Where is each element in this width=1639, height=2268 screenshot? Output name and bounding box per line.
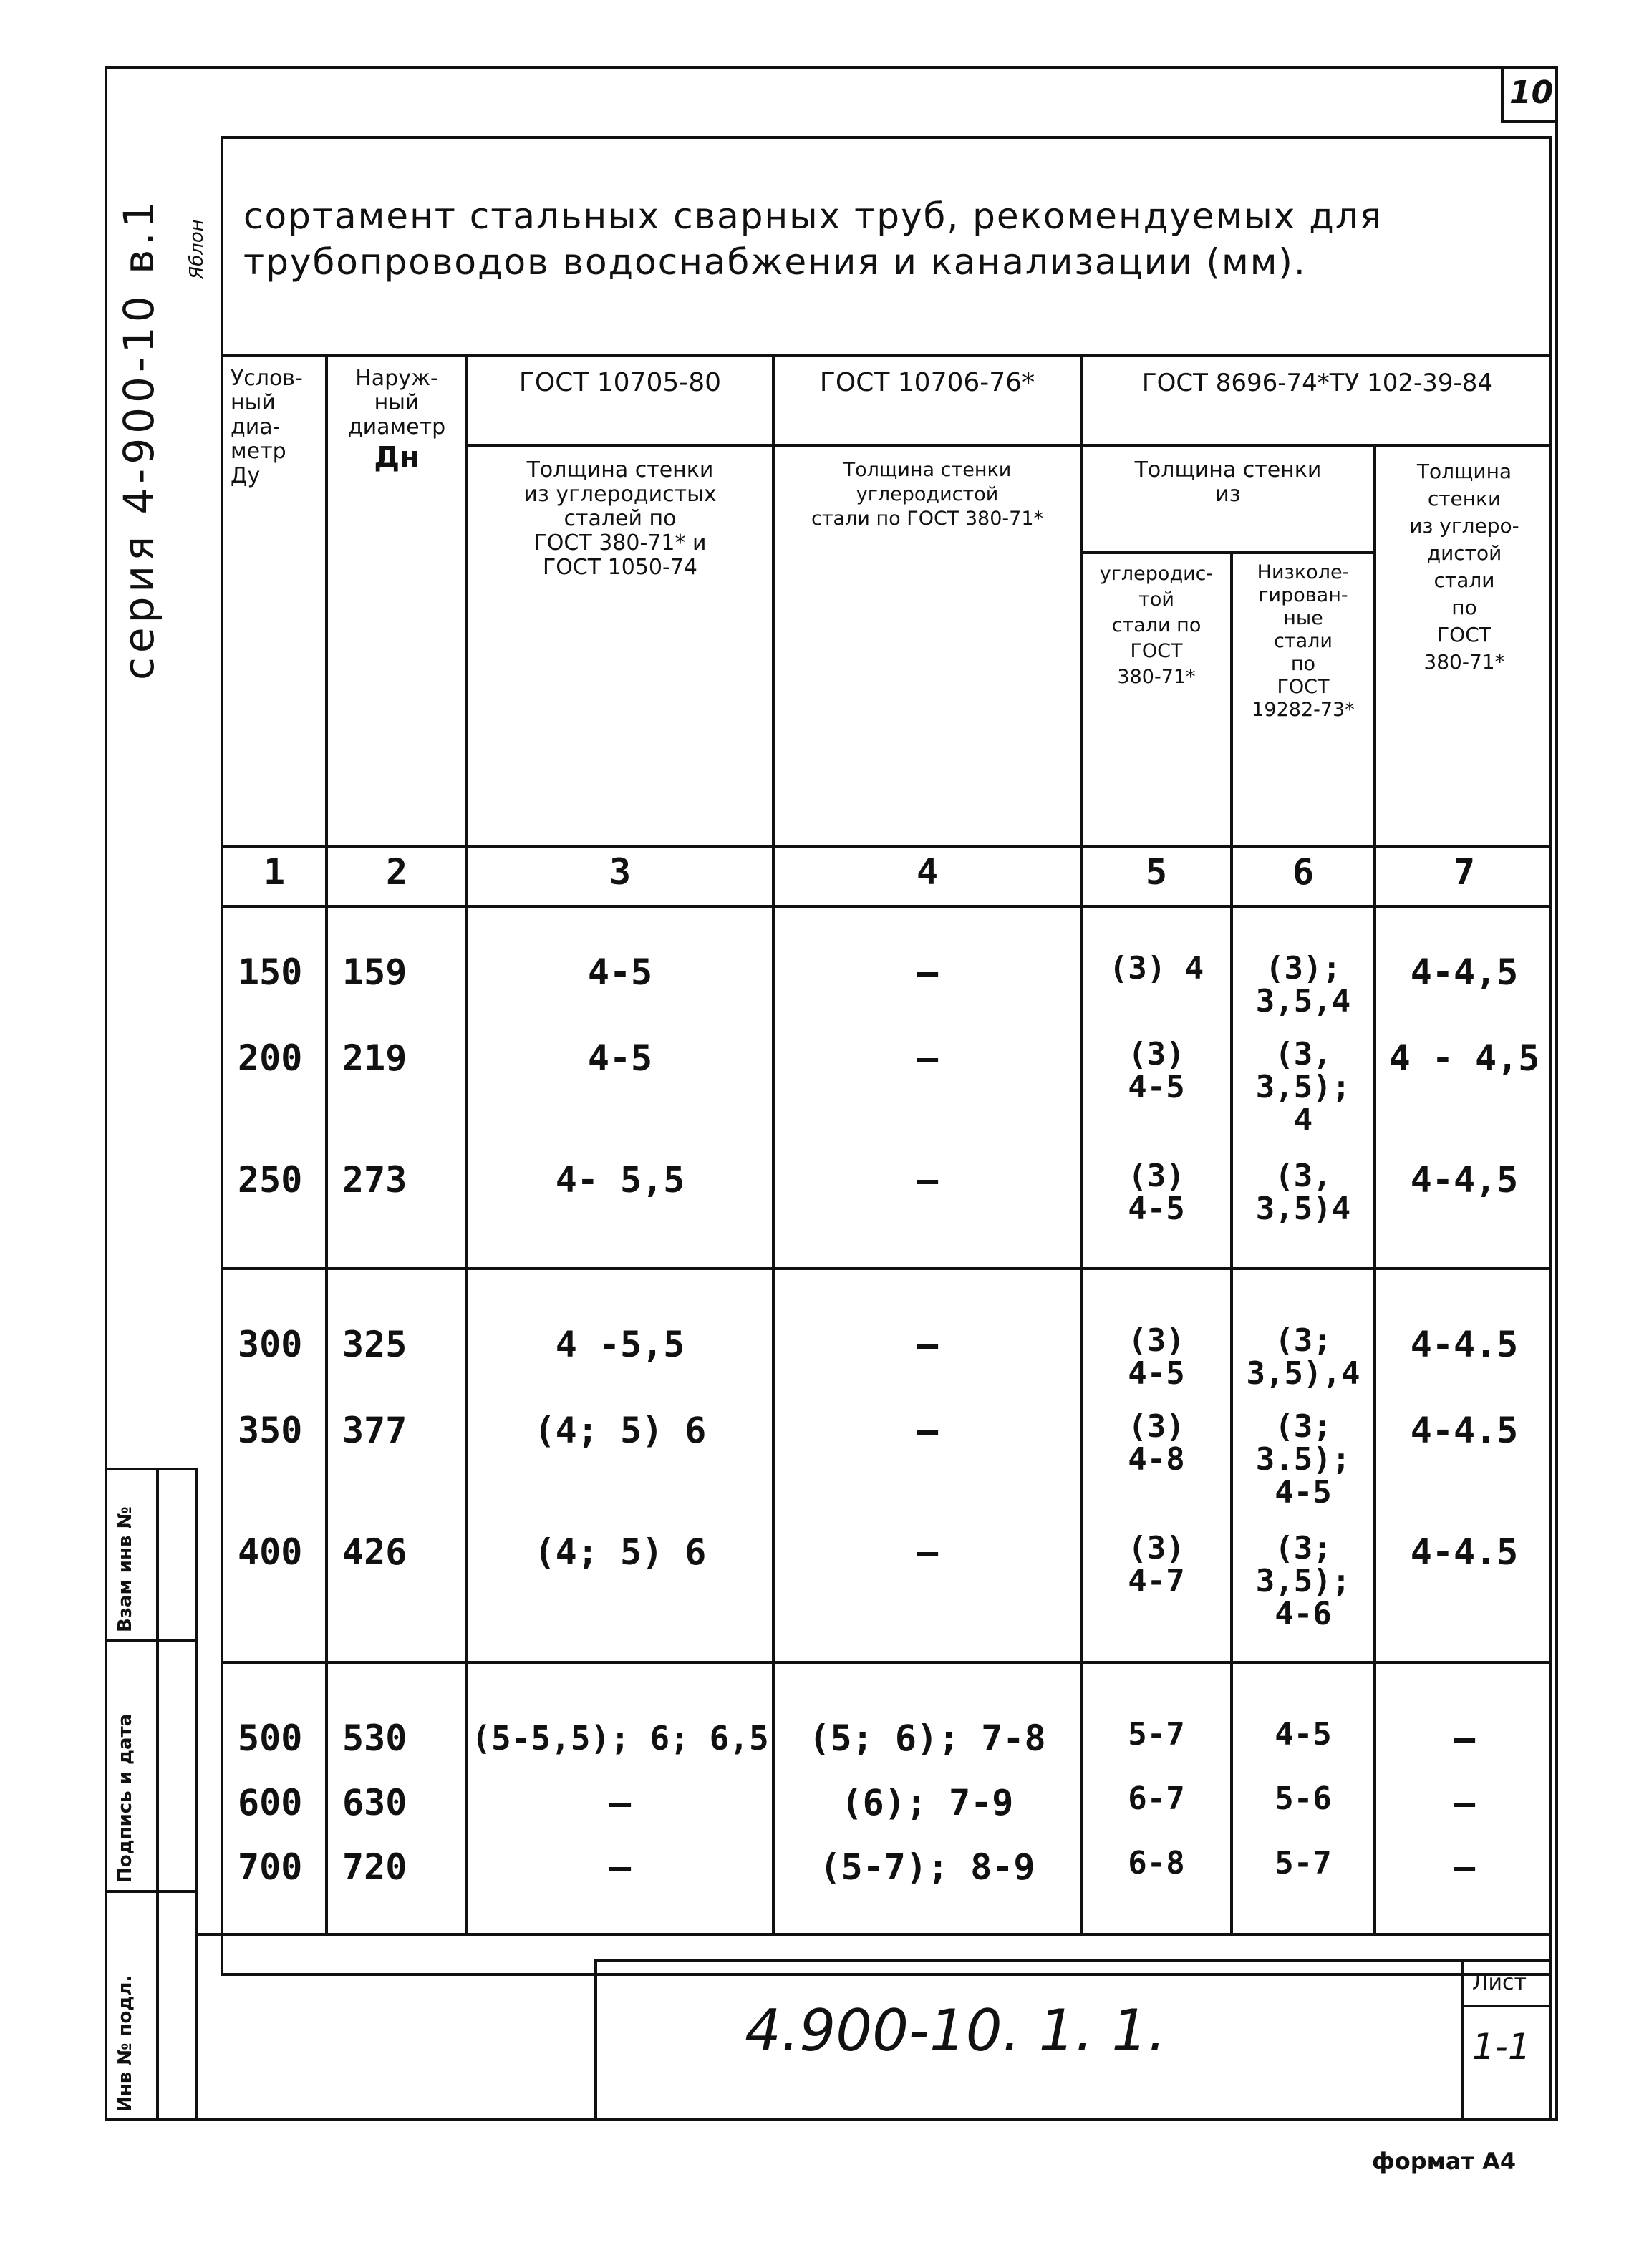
table-cell-r2-c7: 4 - 4,5 — [1388, 1037, 1540, 1079]
table-cell-r5-c7: 4-4.5 — [1410, 1410, 1519, 1451]
rule-group-1 — [221, 1267, 1552, 1270]
table-cell-r6-c6: (3; 3,5); 4-6 — [1255, 1530, 1351, 1632]
stamp-line-2 — [105, 1639, 198, 1642]
table-cell-r2-c6: (3, 3,5); 4 — [1255, 1036, 1351, 1138]
stamp-strip-left-edge — [105, 1468, 107, 2121]
table-cell-r9-c6: 5-7 — [1275, 1845, 1332, 1881]
rule-under-c56 — [1080, 551, 1373, 554]
table-cell-r3-c6: (3, 3,5)4 — [1255, 1158, 1351, 1227]
stamp-label-inv: Инв № подл. — [115, 1974, 136, 2112]
series-label: серия 4-900-10 в.1 — [115, 197, 163, 680]
col-number-3: 3 — [609, 851, 632, 893]
table-cell-r4-c1: 300 — [238, 1324, 303, 1365]
table-cell-r1-c3: 4-5 — [587, 951, 653, 993]
rule-group-2 — [221, 1661, 1552, 1664]
table-cell-r9-c1: 700 — [238, 1846, 303, 1888]
col-number-6: 6 — [1292, 851, 1315, 893]
table-cell-r6-c4: — — [916, 1531, 939, 1573]
table-cell-r7-c7: — — [1453, 1717, 1476, 1759]
table-cell-r7-c4: (5; 6); 7-8 — [808, 1717, 1046, 1759]
header-c1: Услов- ный диа- метр Ду — [231, 366, 303, 488]
table-cell-r5-c6: (3; 3.5); 4-5 — [1255, 1408, 1351, 1511]
header-c6: Низколе- гирован- ные стали по ГОСТ 19282-73* — [1252, 561, 1355, 721]
stamp-label-sign-date: Подпись и дата — [115, 1713, 136, 1883]
table-cell-r2-c1: 200 — [238, 1037, 303, 1079]
table-cell-r8-c5: 6-7 — [1128, 1780, 1185, 1817]
stamp-label-replaced: Взам инв № — [115, 1506, 136, 1632]
header-gost-567: ГОСТ 8696-74*ТУ 102-39-84 — [1141, 369, 1494, 397]
table-cell-r8-c4: (6); 7-9 — [841, 1782, 1014, 1823]
table-cell-r3-c2: 273 — [342, 1159, 407, 1201]
table-cell-r9-c3: — — [609, 1846, 632, 1888]
table-cell-r6-c2: 426 — [342, 1531, 407, 1573]
stamp-strip-inner — [195, 1468, 198, 2121]
rule-under-gost — [465, 444, 1552, 447]
rule-table-bottom — [198, 1933, 1552, 1936]
table-cell-r6-c1: 400 — [238, 1531, 303, 1573]
document-code: 4.900-10. 1. 1. — [745, 1997, 1166, 2064]
table-cell-r3-c7: 4-4,5 — [1410, 1159, 1519, 1201]
col-number-1: 1 — [263, 851, 286, 893]
table-cell-r6-c7: 4-4.5 — [1410, 1531, 1519, 1573]
table-cell-r8-c1: 600 — [238, 1782, 303, 1823]
table-cell-r4-c4: — — [916, 1324, 939, 1365]
table-cell-r6-c5: (3) 4-7 — [1128, 1530, 1185, 1599]
table-cell-r7-c3: (5-5,5); 6; 6,5 — [471, 1719, 769, 1758]
table-cell-r5-c2: 377 — [342, 1410, 407, 1451]
table-cell-r1-c2: 159 — [342, 951, 407, 993]
table-cell-r3-c1: 250 — [238, 1159, 303, 1201]
table-cell-r6-c3: (4; 5) 6 — [533, 1531, 707, 1573]
table-cell-r2-c4: — — [916, 1037, 939, 1079]
col-number-5: 5 — [1145, 851, 1168, 893]
stamp-strip-divider — [156, 1468, 159, 2121]
table-cell-r4-c2: 325 — [342, 1324, 407, 1365]
table-cell-r5-c3: (4; 5) 6 — [533, 1410, 707, 1451]
col-number-4: 4 — [916, 851, 939, 893]
col-number-7: 7 — [1453, 851, 1476, 893]
stamp-line-3 — [105, 1890, 198, 1893]
col-number-2: 2 — [385, 851, 408, 893]
title-block-divider — [1461, 1959, 1464, 2121]
table-cell-r1-c7: 4-4,5 — [1410, 951, 1519, 993]
table-cell-r5-c1: 350 — [238, 1410, 303, 1451]
table-cell-r9-c4: (5-7); 8-9 — [819, 1846, 1035, 1888]
sheet-number: 1-1 — [1472, 2026, 1531, 2068]
table-cell-r8-c6: 5-6 — [1275, 1780, 1332, 1817]
table-cell-r7-c2: 530 — [342, 1717, 407, 1759]
table-cell-r5-c4: — — [916, 1410, 939, 1451]
table-cell-r7-c5: 5-7 — [1128, 1716, 1185, 1753]
col-rule-2 — [465, 354, 468, 1933]
rule-under-colnums — [221, 905, 1552, 908]
rule-above-colnums — [221, 845, 1552, 848]
header-gost-4: ГОСТ 10706-76* — [819, 368, 1035, 397]
col-rule-1 — [325, 354, 328, 1933]
header-c7: Толщина стенки из углеро- дистой стали по ГОСТ 380-71* — [1409, 460, 1519, 674]
page-number: 10 — [1509, 74, 1554, 111]
table-cell-r2-c2: 219 — [342, 1037, 407, 1079]
table-cell-r9-c7: — — [1453, 1846, 1476, 1888]
header-c4: Толщина стенки углеродистой стали по ГОСТ 380-71* — [811, 459, 1044, 530]
table-cell-r4-c7: 4-4.5 — [1410, 1324, 1519, 1365]
table-cell-r4-c6: (3; 3,5),4 — [1246, 1322, 1360, 1392]
table-cell-r3-c4: — — [916, 1159, 939, 1201]
header-c3: Толщина стенки из углеродистых сталей по ГОСТ 380-71* и ГОСТ 1050-74 — [523, 457, 717, 580]
signature-label: Яблон — [186, 219, 208, 279]
format-label: формат А4 — [1372, 2148, 1517, 2175]
sheet-label: Лист — [1472, 1970, 1527, 1995]
table-cell-r8-c2: 630 — [342, 1782, 407, 1823]
table-title-line-1: сортамент стальных сварных труб, рекомендуемых для — [243, 195, 1383, 237]
table-cell-r2-c5: (3) 4-5 — [1128, 1036, 1185, 1105]
table-cell-r5-c5: (3) 4-8 — [1128, 1408, 1185, 1478]
rule-under-title — [221, 354, 1552, 357]
header-gost-3: ГОСТ 10705-80 — [518, 368, 722, 397]
table-cell-r9-c2: 720 — [342, 1846, 407, 1888]
stamp-line-1 — [105, 1468, 198, 1470]
table-cell-r4-c3: 4 -5,5 — [555, 1324, 685, 1365]
table-cell-r3-c3: 4- 5,5 — [555, 1159, 685, 1201]
table-cell-r3-c5: (3) 4-5 — [1128, 1158, 1185, 1227]
table-cell-r9-c5: 6-8 — [1128, 1845, 1185, 1881]
table-cell-r7-c1: 500 — [238, 1717, 303, 1759]
header-c2: Наруж- ный диаметр Дн — [347, 366, 446, 474]
table-cell-r1-c1: 150 — [238, 951, 303, 993]
table-cell-r2-c3: 4-5 — [587, 1037, 653, 1079]
table-cell-r4-c5: (3) 4-5 — [1128, 1322, 1185, 1392]
title-block-sheet-rule — [1461, 2005, 1552, 2007]
table-cell-r8-c3: — — [609, 1782, 632, 1823]
table-cell-r7-c6: 4-5 — [1275, 1716, 1332, 1753]
header-c5: углеродис- той стали по ГОСТ 380-71* — [1099, 563, 1214, 688]
table-title-line-2: трубопроводов водоснабжения и канализации (мм). — [243, 241, 1307, 283]
table-cell-r1-c4: — — [916, 951, 939, 993]
col-rule-3 — [772, 354, 775, 1933]
table-cell-r1-c5: (3) 4 — [1108, 950, 1204, 987]
table-cell-r1-c6: (3); 3,5,4 — [1255, 950, 1351, 1019]
header-c56: Толщина стенки из — [1134, 457, 1322, 507]
table-cell-r8-c7: — — [1453, 1782, 1476, 1823]
